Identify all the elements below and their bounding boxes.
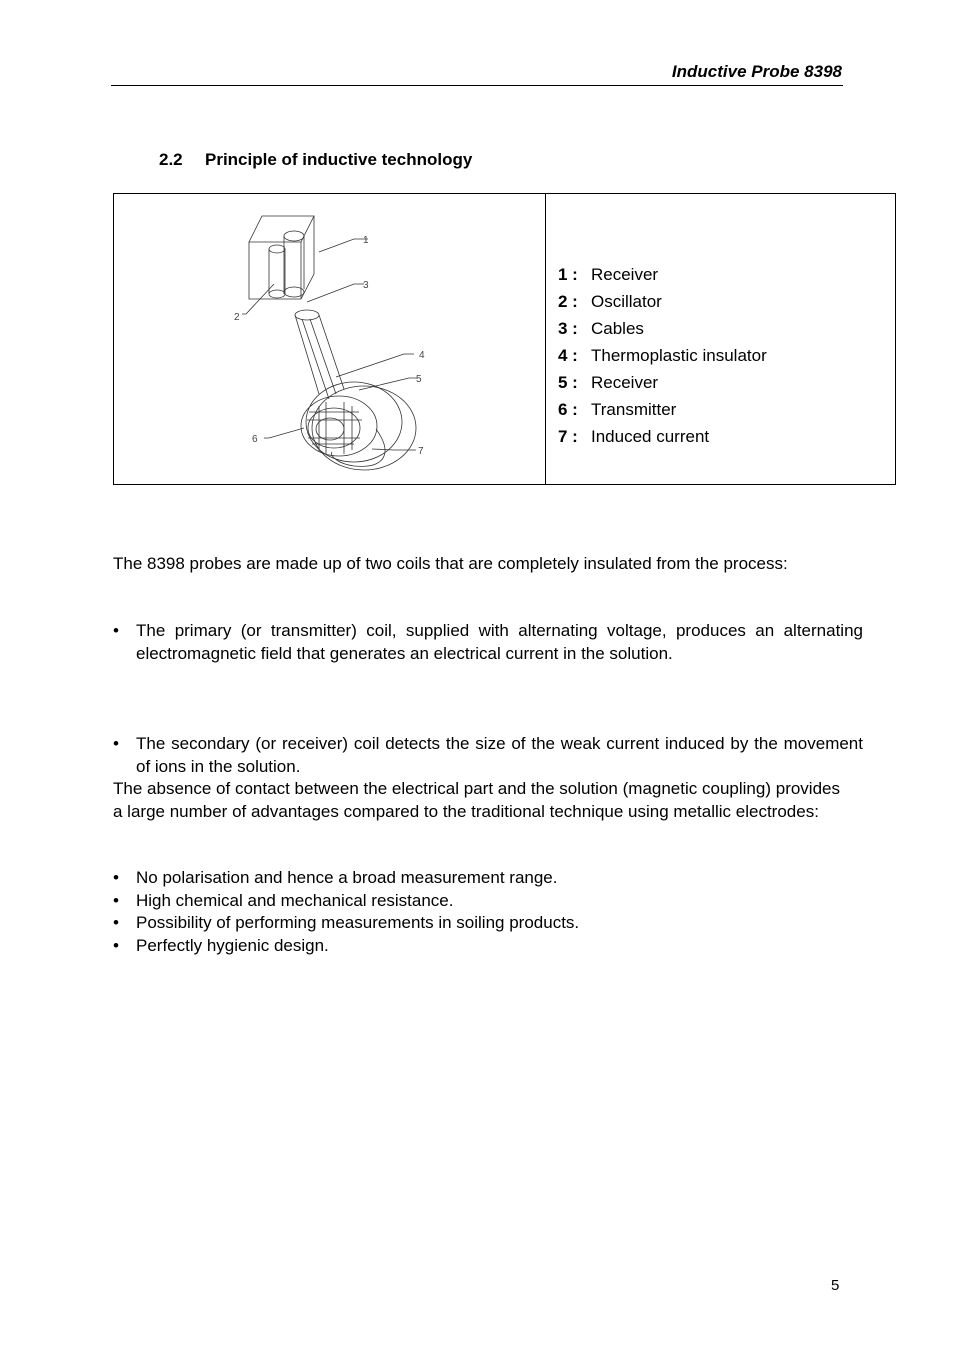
section-heading bbox=[159, 150, 472, 170]
document-header-title: Inductive Probe 8398 bbox=[671, 62, 842, 81]
legend-item bbox=[558, 369, 767, 396]
coil-bullet-secondary bbox=[113, 733, 863, 778]
legend-number: 6 : bbox=[558, 400, 578, 419]
callout-7: 7 bbox=[418, 446, 424, 457]
legend-label: Thermoplastic insulator bbox=[591, 346, 767, 365]
bullet-text: The primary (or transmitter) coil, supplied with alternating voltage, produces an alternating electromagnetic field that generates an electrical current in the solution. bbox=[136, 621, 863, 663]
bullet-icon: • bbox=[113, 913, 119, 932]
legend-label: Cables bbox=[591, 319, 644, 338]
bullet-icon: • bbox=[113, 935, 119, 955]
legend-number: 4 : bbox=[558, 346, 578, 365]
page-number: 5 bbox=[831, 1277, 840, 1294]
legend-number: 7 : bbox=[558, 427, 578, 446]
bullet-icon: • bbox=[113, 734, 119, 753]
figure-table bbox=[113, 193, 896, 485]
legend-label: Oscillator bbox=[591, 292, 662, 311]
callout-2: 2 bbox=[234, 312, 240, 323]
legend-item bbox=[558, 396, 767, 423]
legend-label: Induced current bbox=[591, 427, 710, 446]
intro-paragraph: The 8398 probes are made up of two coils that are completely insulated from the process: bbox=[113, 554, 788, 573]
callout-4: 4 bbox=[419, 350, 425, 361]
list-item-text: High chemical and mechanical resistance. bbox=[136, 890, 454, 910]
list-item bbox=[113, 935, 840, 958]
legend-item bbox=[558, 423, 767, 450]
section-title: Principle of inductive technology bbox=[205, 150, 473, 169]
legend-item bbox=[558, 288, 767, 315]
legend-label: Transmitter bbox=[591, 400, 677, 419]
list-item bbox=[113, 890, 840, 913]
legend-list bbox=[558, 261, 767, 450]
probe-drawing-cell bbox=[114, 194, 546, 484]
bullet-icon: • bbox=[113, 868, 119, 887]
legend-number: 3 : bbox=[558, 319, 578, 338]
probe-drawing bbox=[114, 194, 546, 484]
list-item bbox=[113, 867, 840, 890]
legend-item bbox=[558, 261, 767, 288]
advantages-list bbox=[113, 867, 840, 957]
callout-6: 6 bbox=[252, 434, 258, 445]
header-rule bbox=[111, 85, 843, 86]
legend-item bbox=[558, 342, 767, 369]
bullet-text: The secondary (or receiver) coil detects the size of the weak current induced by the movement of ions in the solution. bbox=[136, 734, 863, 776]
legend-number: 2 : bbox=[558, 292, 578, 311]
coil-bullet-primary bbox=[113, 620, 863, 665]
legend-item bbox=[558, 315, 767, 342]
legend-label: Receiver bbox=[591, 265, 659, 284]
section-number: 2.2 bbox=[159, 150, 183, 169]
advantages-paragraph: The absence of contact between the electrical part and the solution (magnetic coupling) provides a large number of advantages compared to the traditional technique using metallic electrodes: bbox=[113, 779, 840, 821]
list-item-text: Possibility of performing measurements in soiling products. bbox=[136, 913, 580, 932]
legend-label: Receiver bbox=[591, 373, 659, 392]
bullet-icon: • bbox=[113, 890, 119, 910]
list-item bbox=[113, 912, 840, 935]
legend-number: 1 : bbox=[558, 265, 578, 284]
callout-3: 3 bbox=[363, 280, 369, 291]
legend-number: 5 : bbox=[558, 373, 578, 392]
list-item-text: No polarisation and hence a broad measurement range. bbox=[136, 868, 558, 887]
callout-1: 1 bbox=[363, 235, 369, 246]
callout-5: 5 bbox=[416, 374, 422, 385]
list-item-text: Perfectly hygienic design. bbox=[136, 935, 329, 955]
bullet-icon: • bbox=[113, 621, 119, 640]
